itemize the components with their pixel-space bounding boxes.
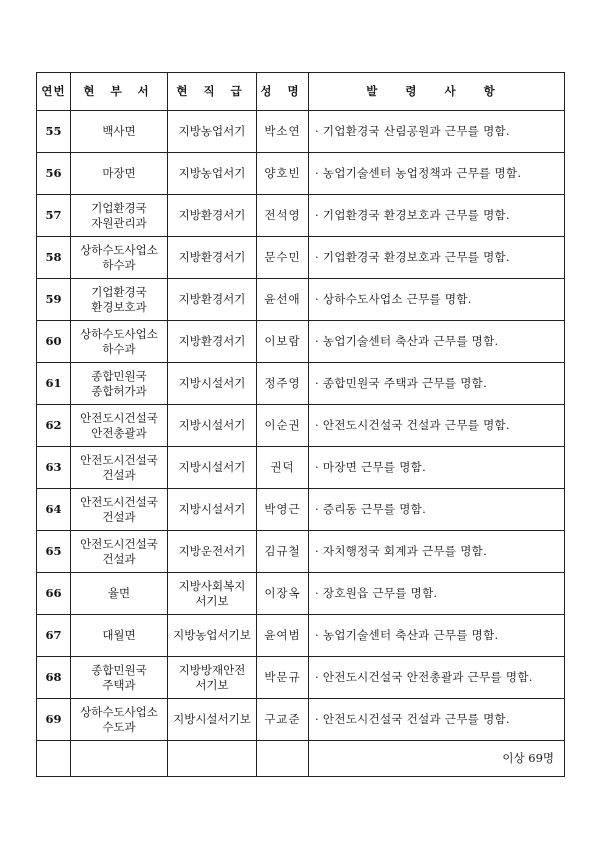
table-row [37, 531, 565, 573]
row-dept-text: 율면 [107, 586, 131, 600]
row-no: 69 [37, 699, 71, 741]
row-grade [168, 237, 257, 279]
row-grade-text: 지방농업서기 [178, 124, 246, 138]
row-name: 이순권 [257, 405, 309, 447]
header-name: 성 명 [257, 73, 309, 111]
row-no: 58 [37, 237, 71, 279]
row-order: · 기업환경국 환경보호과 근무를 명함. [309, 195, 565, 237]
header-order: 발 령 사 항 [309, 73, 565, 111]
row-order: · 농업기술센터 축산과 근무를 명함. [309, 321, 565, 363]
row-grade-text: 지방환경서기 [178, 250, 246, 264]
row-name: 문수민 [257, 237, 309, 279]
row-dept [71, 657, 168, 699]
row-grade [168, 531, 257, 573]
row-grade-text: 지방사회복지 서기보 [178, 578, 246, 608]
row-grade-text: 지방농업서기 [178, 166, 246, 180]
row-name: 김규철 [257, 531, 309, 573]
row-name: 정주영 [257, 363, 309, 405]
table-footer-row [37, 741, 565, 777]
row-no: 60 [37, 321, 71, 363]
header-grade: 현 직 급 [168, 73, 257, 111]
personnel-order-table-container [36, 72, 564, 777]
row-grade [168, 699, 257, 741]
row-dept [71, 195, 168, 237]
row-no: 66 [37, 573, 71, 615]
row-dept [71, 699, 168, 741]
row-grade-text: 지방방재안전 서기보 [178, 662, 246, 692]
row-no: 63 [37, 447, 71, 489]
personnel-order-table [36, 72, 565, 777]
row-order: · 농업기술센터 농업정책과 근무를 명함. [309, 153, 565, 195]
row-grade [168, 111, 257, 153]
footer-empty-cell [37, 741, 71, 777]
table-row [37, 195, 565, 237]
row-dept [71, 573, 168, 615]
row-order: · 안전도시건설국 건설과 근무를 명함. [309, 699, 565, 741]
row-no: 68 [37, 657, 71, 699]
row-grade [168, 657, 257, 699]
row-no: 56 [37, 153, 71, 195]
row-grade [168, 573, 257, 615]
total-count: 이상 69명 [309, 741, 565, 777]
row-grade-text: 지방운전서기 [178, 544, 246, 558]
row-dept-text: 백사면 [102, 124, 136, 138]
row-order: · 마장면 근무를 명함. [309, 447, 565, 489]
table-row [37, 699, 565, 741]
row-name: 박문규 [257, 657, 309, 699]
header-no: 연번 [37, 73, 71, 111]
table-header-row [37, 73, 565, 111]
row-no: 62 [37, 405, 71, 447]
row-dept [71, 447, 168, 489]
row-order: · 안전도시건설국 안전총괄과 근무를 명함. [309, 657, 565, 699]
row-name: 구교준 [257, 699, 309, 741]
table-row [37, 657, 565, 699]
row-grade [168, 195, 257, 237]
row-grade [168, 153, 257, 195]
row-grade [168, 363, 257, 405]
row-order: · 장호원읍 근무를 명함. [309, 573, 565, 615]
table-row [37, 447, 565, 489]
row-name: 윤선애 [257, 279, 309, 321]
table-row [37, 153, 565, 195]
row-grade [168, 405, 257, 447]
row-name: 박소연 [257, 111, 309, 153]
row-order: · 종합민원국 주택과 근무를 명함. [309, 363, 565, 405]
row-grade-text: 지방환경서기 [178, 334, 246, 348]
row-order: · 안전도시건설국 건설과 근무를 명함. [309, 405, 565, 447]
row-grade [168, 321, 257, 363]
row-no: 65 [37, 531, 71, 573]
table-row [37, 111, 565, 153]
row-name: 이장옥 [257, 573, 309, 615]
row-order: · 증리동 근무를 명함. [309, 489, 565, 531]
row-grade-text: 지방시설서기 [178, 460, 246, 474]
row-dept-text: 기업환경국 환경보호과 [91, 284, 147, 314]
row-name: 이보람 [257, 321, 309, 363]
row-grade-text: 지방환경서기 [178, 292, 246, 306]
row-grade [168, 279, 257, 321]
row-dept [71, 279, 168, 321]
row-no: 55 [37, 111, 71, 153]
row-dept [71, 489, 168, 531]
row-dept-text: 기업환경국 자원관리과 [91, 200, 147, 230]
row-grade-text: 지방시설서기 [178, 502, 246, 516]
table-row [37, 489, 565, 531]
row-order: · 기업환경국 환경보호과 근무를 명함. [309, 237, 565, 279]
row-dept-text: 안전도시건설국 안전총괄과 [80, 410, 158, 440]
row-order: · 자치행정국 회계과 근무를 명함. [309, 531, 565, 573]
row-dept [71, 321, 168, 363]
table-row [37, 237, 565, 279]
row-dept [71, 405, 168, 447]
row-no: 59 [37, 279, 71, 321]
row-grade-text: 지방환경서기 [178, 208, 246, 222]
row-order: · 농업기술센터 축산과 근무를 명함. [309, 615, 565, 657]
row-no: 57 [37, 195, 71, 237]
row-dept [71, 615, 168, 657]
table-row [37, 573, 565, 615]
row-dept-text: 안전도시건설국 건설과 [80, 536, 158, 566]
row-dept-text: 안전도시건설국 건설과 [80, 452, 158, 482]
row-grade [168, 489, 257, 531]
row-no: 61 [37, 363, 71, 405]
row-grade-text: 지방시설서기 [178, 418, 246, 432]
row-dept-text: 대월면 [102, 628, 136, 642]
row-grade [168, 615, 257, 657]
table-row [37, 615, 565, 657]
row-grade-text: 지방농업서기보 [173, 628, 251, 642]
row-grade-text: 지방시설서기 [178, 376, 246, 390]
row-dept-text: 종합민원국 종합허가과 [91, 368, 147, 398]
row-dept-text: 종합민원국 주택과 [91, 662, 147, 692]
footer-empty-cell [257, 741, 309, 777]
row-grade-text: 지방시설서기보 [173, 712, 251, 726]
row-dept [71, 153, 168, 195]
row-dept [71, 531, 168, 573]
row-grade [168, 447, 257, 489]
table-row [37, 363, 565, 405]
table-row [37, 405, 565, 447]
row-name: 양호빈 [257, 153, 309, 195]
table-row [37, 321, 565, 363]
row-name: 권덕 [257, 447, 309, 489]
row-no: 67 [37, 615, 71, 657]
row-dept-text: 안전도시건설국 건설과 [80, 494, 158, 524]
row-order: · 상하수도사업소 근무를 명함. [309, 279, 565, 321]
row-dept-text: 마장면 [102, 166, 136, 180]
row-name: 전석영 [257, 195, 309, 237]
row-dept [71, 363, 168, 405]
row-dept-text: 상하수도사업소 수도과 [80, 704, 158, 734]
row-dept-text: 상하수도사업소 하수과 [80, 326, 158, 356]
row-no: 64 [37, 489, 71, 531]
row-order: · 기업환경국 산림공원과 근무를 명함. [309, 111, 565, 153]
row-name: 박영근 [257, 489, 309, 531]
table-row [37, 279, 565, 321]
row-name: 윤여범 [257, 615, 309, 657]
row-dept [71, 237, 168, 279]
footer-empty-cell [71, 741, 168, 777]
footer-empty-cell [168, 741, 257, 777]
row-dept-text: 상하수도사업소 하수과 [80, 242, 158, 272]
header-dept: 현 부 서 [71, 73, 168, 111]
row-dept [71, 111, 168, 153]
